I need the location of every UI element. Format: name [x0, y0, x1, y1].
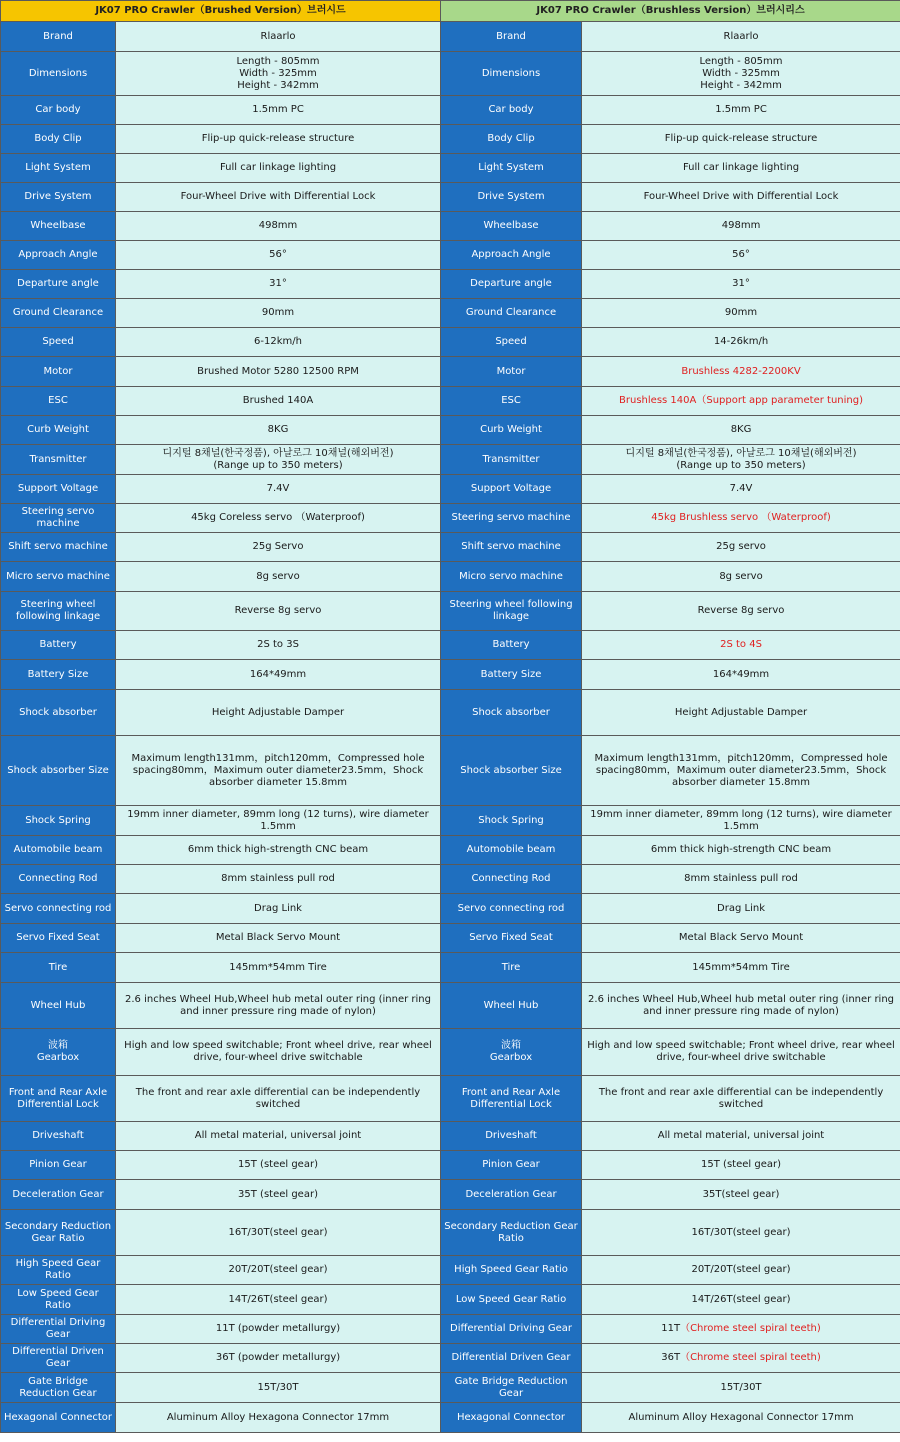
brushless-spec-value: 56° [582, 241, 900, 270]
brushless-spec-label: Wheelbase [441, 212, 582, 241]
brushed-spec-value: High and low speed switchable; Front wheel drive, rear wheel drive, four-wheel drive switchable [116, 1029, 441, 1076]
brushed-spec-label: Servo Fixed Seat [1, 924, 116, 953]
spec-row [1, 660, 900, 690]
brushless-spec-value: 8g servo [582, 562, 900, 592]
brushless-spec-value: Reverse 8g servo [582, 592, 900, 631]
spec-row [1, 1151, 900, 1180]
brushless-spec-label: High Speed Gear Ratio [441, 1256, 582, 1285]
brushless-spec-label: Body Clip [441, 125, 582, 154]
brushed-spec-label: Shock Spring [1, 806, 116, 836]
spec-row [1, 1256, 900, 1285]
brushless-spec-label: Deceleration Gear [441, 1180, 582, 1210]
brushed-spec-value: Drag Link [116, 894, 441, 924]
brushed-spec-value: 1.5mm PC [116, 96, 441, 125]
brushed-spec-label: Support Voltage [1, 475, 116, 504]
spec-row [1, 212, 900, 241]
brushed-spec-label: Pinion Gear [1, 1151, 116, 1180]
brushless-spec-label: Servo connecting rod [441, 894, 582, 924]
brushless-spec-label: Front and Rear Axle Differential Lock [441, 1076, 582, 1122]
spec-row [1, 736, 900, 806]
spec-row [1, 562, 900, 592]
spec-row [1, 1180, 900, 1210]
brushed-spec-value: 164*49mm [116, 660, 441, 690]
spec-row [1, 241, 900, 270]
brushless-spec-value: 2S to 4S [582, 631, 900, 660]
brushed-spec-value: Flip-up quick-release structure [116, 125, 441, 154]
spec-row [1, 1344, 900, 1373]
spec-row [1, 1373, 900, 1403]
brushless-spec-value: All metal material, universal joint [582, 1122, 900, 1151]
brushed-spec-value: All metal material, universal joint [116, 1122, 441, 1151]
brushed-spec-value: 45kg Coreless servo （Waterproof) [116, 504, 441, 533]
spec-row [1, 1315, 900, 1344]
brushed-spec-label: Approach Angle [1, 241, 116, 270]
brushless-spec-value: 19mm inner diameter, 89mm long (12 turns), wire diameter 1.5mm [582, 806, 900, 836]
brushless-spec-value: Metal Black Servo Mount [582, 924, 900, 953]
brushless-spec-label: Shock absorber Size [441, 736, 582, 806]
brushless-spec-value: 16T/30T(steel gear) [582, 1210, 900, 1256]
brushed-spec-value: 20T/20T(steel gear) [116, 1256, 441, 1285]
brushed-spec-value: Height Adjustable Damper [116, 690, 441, 736]
brushed-spec-value: Brushed 140A [116, 387, 441, 416]
brushed-spec-label: ESC [1, 387, 116, 416]
brushed-spec-value: 8g servo [116, 562, 441, 592]
spec-row [1, 96, 900, 125]
spec-row [1, 1122, 900, 1151]
brushless-spec-label: Steering servo machine [441, 504, 582, 533]
brushed-spec-value: 16T/30T(steel gear) [116, 1210, 441, 1256]
brushed-spec-label: Deceleration Gear [1, 1180, 116, 1210]
brushless-spec-label: Steering wheel following linkage [441, 592, 582, 631]
brushed-spec-label: Servo connecting rod [1, 894, 116, 924]
brushless-spec-label: Approach Angle [441, 241, 582, 270]
brushed-spec-label: Gate Bridge Reduction Gear [1, 1373, 116, 1403]
spec-row [1, 183, 900, 212]
brushless-spec-label: Dimensions [441, 52, 582, 96]
brushless-spec-value: Length - 805mm Width - 325mm Height - 342mm [582, 52, 900, 96]
brushless-spec-value: 11T（Chrome steel spiral teeth) [582, 1315, 900, 1344]
spec-row [1, 1285, 900, 1315]
brushless-spec-value: Maximum length131mm，pitch120mm，Compressed hole spacing80mm，Maximum outer diameter23.5mm，Shock absorber diameter 15.8mm [582, 736, 900, 806]
brushless-spec-label: Differential Driving Gear [441, 1315, 582, 1344]
brushless-spec-label: 波箱 Gearbox [441, 1029, 582, 1076]
spec-row [1, 631, 900, 660]
brushless-spec-value: 14T/26T(steel gear) [582, 1285, 900, 1315]
brushless-spec-label: Gate Bridge Reduction Gear [441, 1373, 582, 1403]
spec-row [1, 836, 900, 865]
brushed-spec-value: 90mm [116, 299, 441, 328]
brushless-spec-label: Brand [441, 22, 582, 52]
brushed-spec-label: Battery Size [1, 660, 116, 690]
brushed-spec-value: 15T (steel gear) [116, 1151, 441, 1180]
brushed-spec-label: Differential Driven Gear [1, 1344, 116, 1373]
brushed-spec-value: 25g Servo [116, 533, 441, 562]
spec-row [1, 125, 900, 154]
brushless-spec-value: 20T/20T(steel gear) [582, 1256, 900, 1285]
brushless-spec-value: 8mm stainless pull rod [582, 865, 900, 894]
brushless-spec-value: Brushless 4282-2200KV [582, 357, 900, 387]
brushed-spec-value: Brushed Motor 5280 12500 RPM [116, 357, 441, 387]
spec-row [1, 690, 900, 736]
spec-row [1, 983, 900, 1029]
brushed-spec-label: Shock absorber [1, 690, 116, 736]
brushed-spec-label: Driveshaft [1, 1122, 116, 1151]
brushless-spec-label: Battery [441, 631, 582, 660]
brushless-spec-value: Flip-up quick-release structure [582, 125, 900, 154]
brushless-spec-value: 25g servo [582, 533, 900, 562]
brushed-spec-value: Aluminum Alloy Hexagona Connector 17mm [116, 1403, 441, 1433]
spec-row [1, 357, 900, 387]
brushless-spec-value: 45kg Brushless servo （Waterproof) [582, 504, 900, 533]
brushless-spec-label: Support Voltage [441, 475, 582, 504]
brushed-spec-value: Rlaarlo [116, 22, 441, 52]
brushless-spec-label: Tire [441, 953, 582, 983]
brushless-spec-label: Drive System [441, 183, 582, 212]
brushed-spec-value: 35T (steel gear) [116, 1180, 441, 1210]
brushless-spec-value: Full car linkage lighting [582, 154, 900, 183]
brushless-spec-label: Differential Driven Gear [441, 1344, 582, 1373]
brushless-spec-label: Curb Weight [441, 416, 582, 445]
spec-row [1, 270, 900, 299]
spec-row [1, 924, 900, 953]
brushless-spec-value: 8KG [582, 416, 900, 445]
brushed-spec-value: Reverse 8g servo [116, 592, 441, 631]
brushed-spec-label: Brand [1, 22, 116, 52]
brushed-spec-label: Wheelbase [1, 212, 116, 241]
brushless-spec-label: Shift servo machine [441, 533, 582, 562]
brushed-spec-label: Connecting Rod [1, 865, 116, 894]
spec-row [1, 1076, 900, 1122]
brushed-spec-value: 19mm inner diameter, 89mm long (12 turns), wire diameter 1.5mm [116, 806, 441, 836]
brushless-spec-label: Motor [441, 357, 582, 387]
spec-row [1, 592, 900, 631]
brushed-spec-value: 8KG [116, 416, 441, 445]
brushless-spec-value: Drag Link [582, 894, 900, 924]
spec-row [1, 22, 900, 52]
brushed-spec-label: Battery [1, 631, 116, 660]
spec-row [1, 806, 900, 836]
brushless-spec-label: Servo Fixed Seat [441, 924, 582, 953]
brushless-spec-label: Light System [441, 154, 582, 183]
brushed-spec-value: 2.6 inches Wheel Hub,Wheel hub metal outer ring (inner ring and inner pressure ring made of nylon) [116, 983, 441, 1029]
brushed-spec-value: 7.4V [116, 475, 441, 504]
spec-row [1, 953, 900, 983]
brushed-spec-label: Front and Rear Axle Differential Lock [1, 1076, 116, 1122]
spec-row [1, 865, 900, 894]
brushed-spec-label: Speed [1, 328, 116, 357]
brushed-spec-label: Ground Clearance [1, 299, 116, 328]
brushless-spec-value: 14-26km/h [582, 328, 900, 357]
spec-row [1, 533, 900, 562]
brushless-spec-label: Ground Clearance [441, 299, 582, 328]
brushed-spec-label: Wheel Hub [1, 983, 116, 1029]
brushed-spec-value: 2S to 3S [116, 631, 441, 660]
brushless-spec-label: Shock absorber [441, 690, 582, 736]
brushless-spec-value: Four-Wheel Drive with Differential Lock [582, 183, 900, 212]
brushed-spec-value: 56° [116, 241, 441, 270]
spec-row [1, 154, 900, 183]
spec-row [1, 504, 900, 533]
brushed-spec-label: Differential Driving Gear [1, 1315, 116, 1344]
brushed-spec-label: 波箱 Gearbox [1, 1029, 116, 1076]
brushless-spec-label: Automobile beam [441, 836, 582, 865]
brushless-spec-value: Brushless 140A（Support app parameter tuning) [582, 387, 900, 416]
spec-row [1, 475, 900, 504]
brushless-spec-label: Wheel Hub [441, 983, 582, 1029]
brushless-spec-value: 164*49mm [582, 660, 900, 690]
brushless-spec-value: 15T (steel gear) [582, 1151, 900, 1180]
brushless-spec-value: 498mm [582, 212, 900, 241]
spec-row [1, 299, 900, 328]
brushless-spec-label: Battery Size [441, 660, 582, 690]
spec-row [1, 1029, 900, 1076]
brushed-spec-value: 8mm stainless pull rod [116, 865, 441, 894]
brushed-spec-label: Dimensions [1, 52, 116, 96]
brushed-spec-value: Four-Wheel Drive with Differential Lock [116, 183, 441, 212]
brushless-spec-value: High and low speed switchable; Front wheel drive, rear wheel drive, four-wheel drive switchable [582, 1029, 900, 1076]
brushless-spec-value: 2.6 inches Wheel Hub,Wheel hub metal outer ring (inner ring and inner pressure ring made of nylon) [582, 983, 900, 1029]
spec-row [1, 894, 900, 924]
brushless-version-header: JK07 PRO Crawler（Brushless Version）브러시리스 [441, 1, 900, 22]
spec-row [1, 445, 900, 475]
spec-row [1, 416, 900, 445]
brushed-spec-label: High Speed Gear Ratio [1, 1256, 116, 1285]
brushless-spec-value: 7.4V [582, 475, 900, 504]
brushed-spec-label: Shift servo machine [1, 533, 116, 562]
spec-row [1, 328, 900, 357]
brushed-spec-value: Length - 805mm Width - 325mm Height - 342mm [116, 52, 441, 96]
brushless-spec-value-highlight: （Chrome steel spiral teeth) [680, 1352, 821, 1363]
brushed-spec-value: 498mm [116, 212, 441, 241]
brushless-spec-value: Rlaarlo [582, 22, 900, 52]
brushless-spec-value: 35T(steel gear) [582, 1180, 900, 1210]
brushed-spec-label: Tire [1, 953, 116, 983]
brushless-spec-value: 15T/30T [582, 1373, 900, 1403]
brushless-spec-label: Shock Spring [441, 806, 582, 836]
brushed-spec-label: Automobile beam [1, 836, 116, 865]
brushless-spec-label: Hexagonal Connector [441, 1403, 582, 1433]
brushed-spec-label: Light System [1, 154, 116, 183]
brushless-spec-label: ESC [441, 387, 582, 416]
brushed-spec-label: Body Clip [1, 125, 116, 154]
brushless-spec-value: 145mm*54mm Tire [582, 953, 900, 983]
brushed-spec-label: Transmitter [1, 445, 116, 475]
brushless-spec-value: 1.5mm PC [582, 96, 900, 125]
brushed-spec-label: Curb Weight [1, 416, 116, 445]
brushless-spec-value: Aluminum Alloy Hexagonal Connector 17mm [582, 1403, 900, 1433]
brushless-spec-value: 6mm thick high-strength CNC beam [582, 836, 900, 865]
brushed-spec-value: 11T (powder metallurgy) [116, 1315, 441, 1344]
brushless-spec-label: Connecting Rod [441, 865, 582, 894]
brushed-spec-value: Maximum length131mm，pitch120mm，Compressed hole spacing80mm，Maximum outer diameter23.5mm，Shock absorber diameter 15.8mm [116, 736, 441, 806]
spec-row [1, 1403, 900, 1433]
brushed-spec-label: Steering wheel following linkage [1, 592, 116, 631]
brushed-version-header: JK07 PRO Crawler（Brushed Version）브러시드 [1, 1, 441, 22]
brushed-spec-value: 디지털 8채널(한국정품), 아날로그 10채널(해외버전) (Range up to 350 meters) [116, 445, 441, 475]
brushed-spec-label: Motor [1, 357, 116, 387]
brushed-spec-value: 15T/30T [116, 1373, 441, 1403]
brushed-spec-value: Metal Black Servo Mount [116, 924, 441, 953]
brushless-spec-label: Pinion Gear [441, 1151, 582, 1180]
spec-row [1, 52, 900, 96]
brushed-spec-value: Full car linkage lighting [116, 154, 441, 183]
brushless-spec-label: Driveshaft [441, 1122, 582, 1151]
brushless-spec-value: 36T（Chrome steel spiral teeth) [582, 1344, 900, 1373]
brushless-spec-value: The front and rear axle differential can be independently switched [582, 1076, 900, 1122]
brushed-spec-label: Drive System [1, 183, 116, 212]
brushless-spec-label: Micro servo machine [441, 562, 582, 592]
brushless-spec-label: Transmitter [441, 445, 582, 475]
spec-rows [1, 22, 900, 1433]
brushless-spec-label: Low Speed Gear Ratio [441, 1285, 582, 1315]
brushed-spec-label: Departure angle [1, 270, 116, 299]
brushed-spec-value: 14T/26T(steel gear) [116, 1285, 441, 1315]
brushed-spec-label: Secondary Reduction Gear Ratio [1, 1210, 116, 1256]
brushed-spec-label: Hexagonal Connector [1, 1403, 116, 1433]
brushless-spec-label: Departure angle [441, 270, 582, 299]
brushed-spec-label: Shock absorber Size [1, 736, 116, 806]
brushless-spec-value: 디지털 8채널(한국정품), 아날로그 10채널(해외버전) (Range up to 350 meters) [582, 445, 900, 475]
brushed-spec-value: 145mm*54mm Tire [116, 953, 441, 983]
brushed-spec-value: 6-12km/h [116, 328, 441, 357]
brushed-spec-value: 31° [116, 270, 441, 299]
brushless-spec-label: Speed [441, 328, 582, 357]
header-row [1, 1, 900, 22]
brushless-spec-value: 90mm [582, 299, 900, 328]
spec-row [1, 387, 900, 416]
brushed-spec-value: 36T (powder metallurgy) [116, 1344, 441, 1373]
brushed-spec-value: The front and rear axle differential can be independently switched [116, 1076, 441, 1122]
brushed-spec-value: 6mm thick high-strength CNC beam [116, 836, 441, 865]
brushless-spec-value: Height Adjustable Damper [582, 690, 900, 736]
brushless-spec-label: Secondary Reduction Gear Ratio [441, 1210, 582, 1256]
brushed-spec-label: Micro servo machine [1, 562, 116, 592]
brushed-spec-label: Steering servo machine [1, 504, 116, 533]
brushless-spec-value: 31° [582, 270, 900, 299]
brushless-spec-value-highlight: （Chrome steel spiral teeth) [680, 1323, 821, 1334]
brushed-spec-label: Low Speed Gear Ratio [1, 1285, 116, 1315]
brushed-spec-label: Car body [1, 96, 116, 125]
spec-row [1, 1210, 900, 1256]
brushless-spec-label: Car body [441, 96, 582, 125]
